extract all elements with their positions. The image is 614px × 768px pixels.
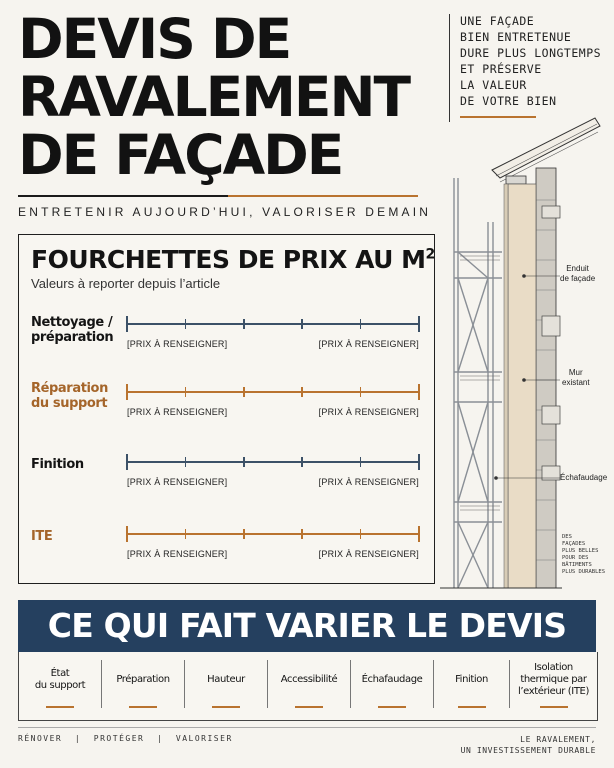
price-panel-title [31, 245, 435, 274]
side-quote-line: LA VALEUR [460, 78, 527, 92]
side-quote-line: BIEN ENTRETENUE [460, 30, 572, 44]
scale-tick [243, 387, 245, 397]
scaffold-planks [460, 256, 500, 510]
scale-line [127, 533, 419, 535]
title-line: RAVALEMENT [18, 65, 410, 129]
footer-left: RÉNOVER | PROTÉGER | VALORISER [18, 734, 233, 743]
price-panel-subtitle: Valeurs à reporter depuis l’article [31, 276, 221, 291]
factor-label [268, 652, 350, 708]
price-panel-title-superscript: 2 [425, 246, 435, 263]
scale-end-tick [126, 316, 128, 332]
price-range-scale [127, 527, 419, 541]
price-min-placeholder: [PRIX À RENSEIGNER] [127, 477, 228, 487]
factor-label [185, 652, 267, 708]
footer-right-line: LE RAVALEMENT, [520, 735, 596, 744]
scale-line [127, 391, 419, 393]
factor-label [102, 652, 184, 708]
title-rule-accent [228, 195, 418, 197]
side-quote-line: UNE FAÇADE [460, 14, 535, 28]
price-row-nettoyage [19, 307, 434, 367]
scale-tick [301, 529, 303, 539]
factor-label [510, 652, 597, 708]
note-line: PLUS BELLES [562, 548, 599, 554]
factor-underline [378, 706, 406, 708]
factor-ite [510, 652, 597, 720]
factor-etat-support [19, 652, 101, 720]
price-min-placeholder: [PRIX À RENSEIGNER] [127, 407, 228, 417]
vertical-divider [449, 14, 450, 122]
footer-right [461, 734, 596, 756]
scale-tick [243, 529, 245, 539]
scale-tick [360, 387, 362, 397]
price-ranges-panel [18, 234, 435, 584]
price-range-scale [127, 455, 419, 469]
callout-mur [562, 368, 590, 388]
scale-tick [243, 319, 245, 329]
tagline: ENTRETENIR AUJOURD’HUI, VALORISER DEMAIN [18, 205, 432, 219]
scale-tick [301, 457, 303, 467]
price-max-placeholder: [PRIX À RENSEIGNER] [318, 339, 419, 349]
footer-right-line: UN INVESTISSEMENT DURABLE [460, 746, 596, 755]
price-min-placeholder: [PRIX À RENSEIGNER] [127, 339, 228, 349]
price-row-label [31, 457, 131, 472]
render-finish [504, 184, 508, 588]
callout-line: de façade [560, 274, 596, 283]
side-quote-line: ET PRÉSERVE [460, 62, 542, 76]
price-row-label [31, 529, 131, 544]
scale-end-tick [418, 316, 420, 332]
factor-accessibilite [268, 652, 350, 720]
note-line: POUR DES [562, 555, 589, 561]
factor-label [19, 652, 101, 708]
scale-tick [301, 387, 303, 397]
illustration-note [562, 534, 605, 576]
callout-enduit [560, 264, 595, 284]
factor-label-line: État [50, 668, 70, 679]
factor-label [351, 652, 433, 708]
factor-label-line: Finition [455, 674, 488, 685]
factor-underline [46, 706, 74, 708]
factor-hauteur [185, 652, 267, 720]
render-layer [508, 184, 536, 588]
callout-line: Échafaudage [560, 473, 608, 482]
price-row-label-line: préparation [31, 330, 114, 345]
price-range-scale [127, 317, 419, 331]
scale-line [127, 461, 419, 463]
price-range-scale [127, 385, 419, 399]
masonry-wall [536, 168, 556, 588]
callout-echafaudage [560, 473, 607, 483]
scale-tick [185, 387, 187, 397]
scale-tick [243, 457, 245, 467]
factors-row [18, 652, 598, 721]
footer-rule [18, 727, 596, 728]
note-line: BÂTIMENTS [562, 562, 592, 568]
scaffold [454, 178, 502, 588]
factor-preparation [102, 652, 184, 720]
scale-end-tick [418, 526, 420, 542]
price-row-label-line: Réparation [31, 381, 108, 396]
factor-label-line: Échafaudage [361, 674, 423, 685]
factor-label-line: Accessibilité [280, 674, 338, 685]
price-row-finition [19, 445, 434, 505]
scale-tick [360, 457, 362, 467]
price-min-placeholder: [PRIX À RENSEIGNER] [127, 549, 228, 559]
price-row-label-line: ITE [31, 529, 53, 544]
scale-line [127, 323, 419, 325]
callout-line: Enduit [566, 264, 589, 273]
price-row-label-line: Nettoyage / [31, 315, 113, 330]
note-line: DES [562, 534, 572, 540]
scale-tick [185, 529, 187, 539]
scale-tick [360, 529, 362, 539]
price-row-label [31, 381, 131, 411]
price-row-ite [19, 517, 434, 577]
side-quote-line: DE VOTRE BIEN [460, 94, 557, 108]
title-line: DEVIS DE [18, 7, 291, 71]
note-line: FAÇADES [562, 541, 586, 547]
side-quote-line: DURE PLUS LONGTEMPS [460, 46, 602, 60]
scale-end-tick [418, 454, 420, 470]
factor-label [434, 652, 509, 708]
scale-end-tick [126, 526, 128, 542]
factor-underline [458, 706, 486, 708]
gutter [506, 176, 526, 184]
page-title [18, 7, 410, 187]
price-max-placeholder: [PRIX À RENSEIGNER] [318, 477, 419, 487]
price-row-label [31, 315, 131, 345]
facade-scaffold-illustration [440, 110, 614, 590]
factor-underline [295, 706, 323, 708]
factor-finition [434, 652, 509, 720]
callout-line: Mur [568, 368, 583, 377]
factor-underline [212, 706, 240, 708]
vary-banner [18, 600, 596, 652]
factor-label-line: thermique par [520, 674, 587, 685]
price-row-reparation [19, 375, 434, 435]
factor-underline [129, 706, 157, 708]
factor-label-line: Hauteur [207, 674, 245, 685]
factor-label-line: Préparation [116, 674, 170, 685]
scale-tick [301, 319, 303, 329]
price-max-placeholder: [PRIX À RENSEIGNER] [318, 549, 419, 559]
factor-label-line: l’extérieur (ITE) [518, 686, 589, 697]
scale-end-tick [126, 454, 128, 470]
scale-end-tick [418, 384, 420, 400]
scale-tick [360, 319, 362, 329]
factor-echafaudage [351, 652, 433, 720]
factor-label-line: du support [34, 680, 86, 691]
factor-underline [540, 706, 568, 708]
title-line: DE FAÇADE [18, 123, 343, 187]
factor-label-line: Isolation [534, 662, 573, 673]
title-rule [18, 195, 418, 197]
price-max-placeholder: [PRIX À RENSEIGNER] [318, 407, 419, 417]
side-quote [460, 13, 601, 109]
vary-title: CE QUI FAIT VARIER LE DEVIS [47, 606, 567, 645]
scale-tick [185, 319, 187, 329]
price-row-label-line: Finition [31, 457, 84, 472]
note-line: PLUS DURABLES [562, 569, 606, 575]
price-panel-title-text: FOURCHETTES DE PRIX AU M [31, 245, 426, 274]
scale-tick [185, 457, 187, 467]
callout-line: existant [562, 378, 590, 387]
scale-end-tick [126, 384, 128, 400]
price-row-label-line: du support [31, 396, 108, 411]
